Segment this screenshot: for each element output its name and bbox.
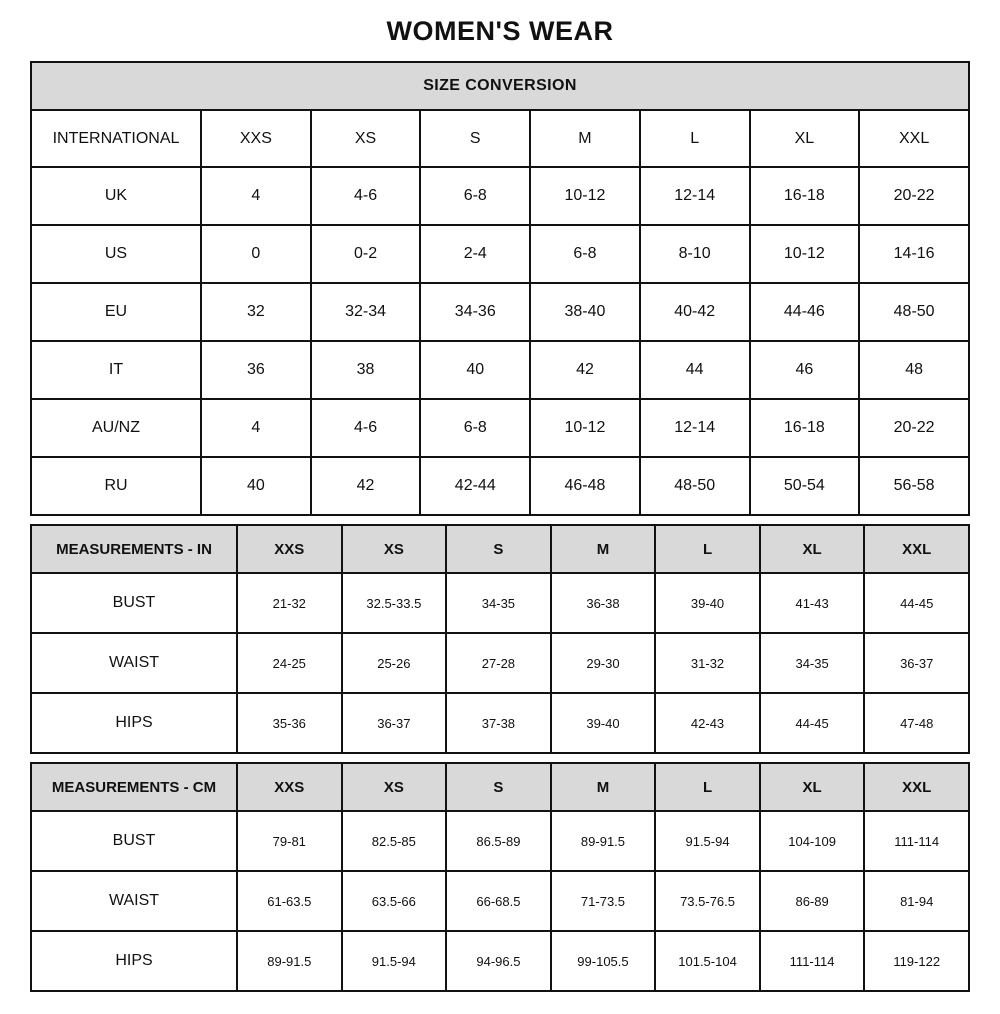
header-size-cell: XL bbox=[760, 763, 865, 811]
header-size-cell: L bbox=[655, 763, 760, 811]
header-size-cell: XS bbox=[311, 110, 421, 167]
value-cell: 44 bbox=[640, 341, 750, 399]
value-cell: 25-26 bbox=[342, 633, 447, 693]
value-cell: 86.5-89 bbox=[446, 811, 551, 871]
table-row bbox=[31, 931, 969, 991]
page-title: WOMEN'S WEAR bbox=[386, 16, 614, 46]
value-cell: 34-36 bbox=[420, 283, 530, 341]
value-cell: 47-48 bbox=[864, 693, 969, 753]
value-cell: 21-32 bbox=[237, 573, 342, 633]
value-cell: 34-35 bbox=[760, 633, 865, 693]
value-cell: 40 bbox=[201, 457, 311, 515]
value-cell: 0-2 bbox=[311, 225, 421, 283]
header-label-cell: MEASUREMENTS - IN bbox=[31, 525, 237, 573]
value-cell: 91.5-94 bbox=[655, 811, 760, 871]
size-conversion-table bbox=[30, 61, 970, 516]
value-cell: 63.5-66 bbox=[342, 871, 447, 931]
value-cell: 89-91.5 bbox=[551, 811, 656, 871]
row-label-cell: WAIST bbox=[31, 871, 237, 931]
value-cell: 34-35 bbox=[446, 573, 551, 633]
header-size-cell: M bbox=[551, 525, 656, 573]
value-cell: 29-30 bbox=[551, 633, 656, 693]
value-cell: 0 bbox=[201, 225, 311, 283]
header-size-cell: XXL bbox=[864, 525, 969, 573]
table-row bbox=[31, 225, 969, 283]
value-cell: 119-122 bbox=[864, 931, 969, 991]
row-label-cell: AU/NZ bbox=[31, 399, 201, 457]
value-cell: 66-68.5 bbox=[446, 871, 551, 931]
header-size-cell: XXL bbox=[859, 110, 969, 167]
table-row bbox=[31, 167, 969, 225]
value-cell: 36 bbox=[201, 341, 311, 399]
table-row bbox=[31, 399, 969, 457]
table-row bbox=[31, 633, 969, 693]
value-cell: 39-40 bbox=[655, 573, 760, 633]
header-size-cell: S bbox=[446, 525, 551, 573]
value-cell: 46 bbox=[750, 341, 860, 399]
value-cell: 42-43 bbox=[655, 693, 760, 753]
measurements-in-table bbox=[30, 524, 970, 754]
table-title-row bbox=[31, 62, 969, 110]
table-row bbox=[31, 871, 969, 931]
value-cell: 41-43 bbox=[760, 573, 865, 633]
row-label-cell: US bbox=[31, 225, 201, 283]
row-label-cell: EU bbox=[31, 283, 201, 341]
value-cell: 4 bbox=[201, 399, 311, 457]
table-row bbox=[31, 573, 969, 633]
value-cell: 6-8 bbox=[530, 225, 640, 283]
header-size-cell: S bbox=[446, 763, 551, 811]
value-cell: 44-45 bbox=[864, 573, 969, 633]
value-cell: 12-14 bbox=[640, 167, 750, 225]
value-cell: 40 bbox=[420, 341, 530, 399]
value-cell: 16-18 bbox=[750, 399, 860, 457]
value-cell: 27-28 bbox=[446, 633, 551, 693]
value-cell: 4 bbox=[201, 167, 311, 225]
value-cell: 31-32 bbox=[655, 633, 760, 693]
header-size-cell: XS bbox=[342, 525, 447, 573]
header-size-cell: M bbox=[551, 763, 656, 811]
row-label-cell: BUST bbox=[31, 811, 237, 871]
value-cell: 44-46 bbox=[750, 283, 860, 341]
value-cell: 8-10 bbox=[640, 225, 750, 283]
size-conversion-title: SIZE CONVERSION bbox=[31, 62, 969, 110]
value-cell: 40-42 bbox=[640, 283, 750, 341]
table-header-row bbox=[31, 110, 969, 167]
value-cell: 20-22 bbox=[859, 399, 969, 457]
value-cell: 79-81 bbox=[237, 811, 342, 871]
value-cell: 16-18 bbox=[750, 167, 860, 225]
value-cell: 48-50 bbox=[859, 283, 969, 341]
value-cell: 44-45 bbox=[760, 693, 865, 753]
table-row bbox=[31, 811, 969, 871]
value-cell: 6-8 bbox=[420, 399, 530, 457]
value-cell: 99-105.5 bbox=[551, 931, 656, 991]
header-label-cell: INTERNATIONAL bbox=[31, 110, 201, 167]
value-cell: 38-40 bbox=[530, 283, 640, 341]
value-cell: 48-50 bbox=[640, 457, 750, 515]
value-cell: 20-22 bbox=[859, 167, 969, 225]
row-label-cell: WAIST bbox=[31, 633, 237, 693]
value-cell: 37-38 bbox=[446, 693, 551, 753]
value-cell: 73.5-76.5 bbox=[655, 871, 760, 931]
value-cell: 111-114 bbox=[864, 811, 969, 871]
value-cell: 6-8 bbox=[420, 167, 530, 225]
header-size-cell: XXS bbox=[237, 763, 342, 811]
value-cell: 32-34 bbox=[311, 283, 421, 341]
header-size-cell: M bbox=[530, 110, 640, 167]
value-cell: 24-25 bbox=[237, 633, 342, 693]
value-cell: 111-114 bbox=[760, 931, 865, 991]
value-cell: 42 bbox=[311, 457, 421, 515]
value-cell: 42-44 bbox=[420, 457, 530, 515]
value-cell: 56-58 bbox=[859, 457, 969, 515]
row-label-cell: HIPS bbox=[31, 693, 237, 753]
value-cell: 39-40 bbox=[551, 693, 656, 753]
header-size-cell: XL bbox=[750, 110, 860, 167]
value-cell: 46-48 bbox=[530, 457, 640, 515]
header-size-cell: XXL bbox=[864, 763, 969, 811]
value-cell: 14-16 bbox=[859, 225, 969, 283]
table-row bbox=[31, 693, 969, 753]
row-label-cell: UK bbox=[31, 167, 201, 225]
value-cell: 4-6 bbox=[311, 167, 421, 225]
value-cell: 101.5-104 bbox=[655, 931, 760, 991]
table-row bbox=[31, 283, 969, 341]
row-label-cell: IT bbox=[31, 341, 201, 399]
value-cell: 91.5-94 bbox=[342, 931, 447, 991]
header-size-cell: XS bbox=[342, 763, 447, 811]
value-cell: 86-89 bbox=[760, 871, 865, 931]
row-label-cell: HIPS bbox=[31, 931, 237, 991]
row-label-cell: BUST bbox=[31, 573, 237, 633]
value-cell: 71-73.5 bbox=[551, 871, 656, 931]
value-cell: 38 bbox=[311, 341, 421, 399]
value-cell: 32.5-33.5 bbox=[342, 573, 447, 633]
header-size-cell: L bbox=[655, 525, 760, 573]
value-cell: 61-63.5 bbox=[237, 871, 342, 931]
table-row bbox=[31, 457, 969, 515]
value-cell: 104-109 bbox=[760, 811, 865, 871]
measurements-cm-table bbox=[30, 762, 970, 992]
value-cell: 10-12 bbox=[530, 167, 640, 225]
value-cell: 10-12 bbox=[530, 399, 640, 457]
header-size-cell: S bbox=[420, 110, 530, 167]
header-size-cell: L bbox=[640, 110, 750, 167]
value-cell: 81-94 bbox=[864, 871, 969, 931]
value-cell: 12-14 bbox=[640, 399, 750, 457]
value-cell: 36-37 bbox=[864, 633, 969, 693]
header-size-cell: XXS bbox=[237, 525, 342, 573]
table-header-row bbox=[31, 525, 969, 573]
header-label-cell: MEASUREMENTS - CM bbox=[31, 763, 237, 811]
value-cell: 94-96.5 bbox=[446, 931, 551, 991]
table-row bbox=[31, 341, 969, 399]
value-cell: 36-37 bbox=[342, 693, 447, 753]
value-cell: 32 bbox=[201, 283, 311, 341]
value-cell: 50-54 bbox=[750, 457, 860, 515]
header-size-cell: XXS bbox=[201, 110, 311, 167]
value-cell: 35-36 bbox=[237, 693, 342, 753]
value-cell: 89-91.5 bbox=[237, 931, 342, 991]
value-cell: 42 bbox=[530, 341, 640, 399]
value-cell: 82.5-85 bbox=[342, 811, 447, 871]
header-size-cell: XL bbox=[760, 525, 865, 573]
value-cell: 2-4 bbox=[420, 225, 530, 283]
value-cell: 10-12 bbox=[750, 225, 860, 283]
row-label-cell: RU bbox=[31, 457, 201, 515]
table-header-row bbox=[31, 763, 969, 811]
value-cell: 36-38 bbox=[551, 573, 656, 633]
value-cell: 48 bbox=[859, 341, 969, 399]
value-cell: 4-6 bbox=[311, 399, 421, 457]
